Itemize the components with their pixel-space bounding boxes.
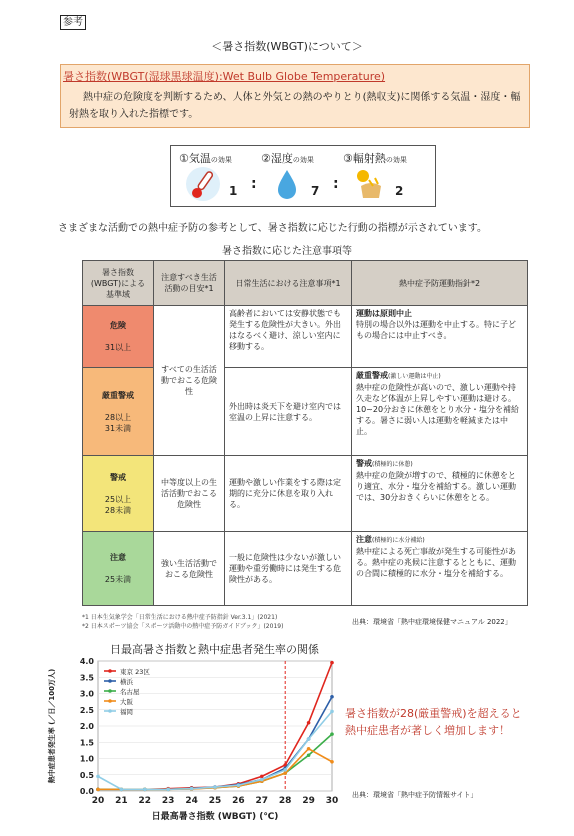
daily-caution: 一般に危険性は少ないが激しい運動や重労働時には発生する危険性がある。 xyxy=(225,532,352,606)
y-tick-label: 0.5 xyxy=(79,770,94,780)
data-point xyxy=(96,775,100,779)
chart-callout: 暑さ指数が28(厳重警戒)を超えると熱中症患者が著しく増加します！ xyxy=(345,707,522,737)
legend-marker xyxy=(108,669,112,673)
x-tick-label: 29 xyxy=(302,796,315,806)
data-point xyxy=(330,695,334,699)
thermometer-icon xyxy=(185,166,221,202)
y-tick-label: 1.5 xyxy=(79,738,94,748)
x-tick-label: 24 xyxy=(185,796,198,806)
data-point xyxy=(283,768,287,772)
data-point xyxy=(283,771,287,775)
y-axis-label: 熱中症患者発生率 (／日／100万人) xyxy=(48,668,56,784)
data-point xyxy=(307,753,311,757)
data-point xyxy=(330,732,334,736)
y-tick-label: 4.0 xyxy=(79,657,94,666)
footnote-2: *2 日本スポーツ協会「スポーツ活動中の熱中症予防ガイドブック」(2019) xyxy=(82,623,284,630)
exercise-danger: 運動は原則中止 特別の場合以外は運動を中止する。特に子どもの場合には中止すべき。 xyxy=(352,306,528,368)
table-row xyxy=(83,456,528,532)
x-tick-label: 23 xyxy=(161,796,175,806)
legend-marker xyxy=(108,709,112,713)
data-point xyxy=(120,788,124,792)
header-exercise: 熱中症予防運動指針*2 xyxy=(352,261,528,306)
ratio-label-radiation: ③輻射熱の効果 xyxy=(343,152,407,165)
y-tick-label: 3.5 xyxy=(79,673,94,683)
ratio-separator: : xyxy=(333,176,339,192)
ratio-label-humidity: ②湿度の効果 xyxy=(261,152,314,165)
data-point xyxy=(166,788,170,792)
data-point xyxy=(213,785,217,789)
legend-marker xyxy=(108,679,112,683)
data-point xyxy=(260,778,264,782)
data-point xyxy=(260,775,264,779)
activity-all: すべての生活活動でおこる危険性 xyxy=(154,306,225,456)
activity-strong: 強い生活活動でおこる危険性 xyxy=(154,532,225,606)
header-activity: 注意すべき生活活動の目安*1 xyxy=(154,261,225,306)
x-tick-label: 27 xyxy=(255,796,269,806)
data-point xyxy=(143,788,147,792)
level-warning: 警戒 25以上 28未満 xyxy=(83,456,154,532)
legend-marker xyxy=(108,689,112,693)
x-tick-label: 22 xyxy=(138,796,152,806)
data-point xyxy=(190,787,194,791)
ratio-value-humidity: 7 xyxy=(311,184,320,198)
data-point xyxy=(307,721,311,725)
header-daily: 日常生活における注意事項*1 xyxy=(225,261,352,306)
data-point xyxy=(237,783,241,787)
legend-label: 横浜 xyxy=(120,678,133,686)
x-tick-label: 25 xyxy=(208,796,222,806)
data-point xyxy=(330,661,334,665)
x-tick-label: 20 xyxy=(91,796,105,806)
wbgt-heading: 暑さ指数(WBGT(湿球黒球温度):Wet Bulb Globe Temperature) xyxy=(63,70,386,83)
header-level: 暑さ指数(WBGT)による基準域 xyxy=(83,261,154,306)
x-tick-label: 21 xyxy=(115,796,128,806)
exercise-caution: 注意(積極的に水分補給) 熱中症による死亡事故が発生する可能性がある。熱中症の兆候に注意するとともに、運動の合間に積極的に水分・塩分を補給する。 xyxy=(352,532,528,606)
x-tick-label: 30 xyxy=(325,796,339,806)
wbgt-ratio-box xyxy=(170,145,436,207)
table-header-row xyxy=(83,261,528,306)
footnote-1: *1 日本生気象学会「日常生活における熱中症予防指針 Ver.3.1」(2021) xyxy=(82,614,278,621)
x-tick-label: 28 xyxy=(278,796,292,806)
table-row xyxy=(83,368,528,456)
ratio-label-temperature: ①気温の効果 xyxy=(179,152,232,165)
ratio-separator: : xyxy=(251,176,257,192)
legend-marker xyxy=(108,699,112,703)
y-tick-label: 0.0 xyxy=(79,787,94,796)
y-tick-label: 1.0 xyxy=(79,754,94,764)
x-tick-label: 26 xyxy=(232,796,245,806)
legend-label: 名古屋 xyxy=(120,688,140,696)
wbgt-description: 熱中症の危険度を判断するため、人体と外気との熱のやりとり(熱収支)に関係する気温・湿度・輻射熱を取り入れた指標です。 xyxy=(69,92,521,120)
sun-radiation-icon xyxy=(353,166,389,202)
data-point xyxy=(330,710,334,714)
ratio-value-radiation: 2 xyxy=(395,184,404,198)
intro-text: さまざまな活動での熱中症予防の参考として、暑さ指数に応じた行動の指標が示されています。 xyxy=(58,223,487,234)
y-tick-label: 2.0 xyxy=(79,722,94,731)
table-row xyxy=(83,532,528,606)
table-footnotes xyxy=(82,613,283,631)
table-title: 暑さ指数に応じた注意事項等 xyxy=(222,246,352,257)
reference-tag: 参考 xyxy=(60,15,86,30)
exercise-severe-warning: 厳重警戒(激しい運動は中止) 熱中症の危険性が高いので、激しい運動や持久走など体温が上昇しやすい運動は避ける。10~20分おきに休憩をとり水分・塩分を補給する。暑さに弱い人は運動を軽減または中止。 xyxy=(352,368,528,456)
document-title: ＜暑さ指数(WBGT)について＞ xyxy=(211,40,363,53)
daily-warning: 運動や激しい作業をする際は定期的に充分に休息を取り入れる。 xyxy=(225,456,352,532)
water-drop-icon xyxy=(275,168,299,200)
data-point xyxy=(307,737,311,741)
level-danger: 危険 31以上 xyxy=(83,306,154,368)
level-caution: 注意 25未満 xyxy=(83,532,154,606)
activity-moderate: 中等度以上の生活活動でおこる危険性 xyxy=(154,456,225,532)
table-source: 出典：環境省「熱中症環境保健マニュアル 2022」 xyxy=(352,618,512,626)
exercise-warning: 警戒(積極的に休憩) 熱中症の危険が増すので、積極的に休憩をとり適宜、水分・塩分を補給する。激しい運動では、30分おきくらいに休憩をとる。 xyxy=(352,456,528,532)
data-point xyxy=(307,747,311,751)
chart-title: 日最高暑さ指数と熱中症患者発生率の関係 xyxy=(110,643,319,656)
legend-label: 東京 23区 xyxy=(120,668,150,676)
wbgt-guideline-table xyxy=(82,260,528,606)
x-axis-label: 日最高暑さ指数 (WBGT) (℃) xyxy=(151,812,279,822)
daily-severe-warning: 外出時は炎天下を避け室内では室温の上昇に注意する。 xyxy=(225,368,352,456)
legend-label: 福岡 xyxy=(120,708,133,716)
ratio-value-temperature: 1 xyxy=(229,184,238,198)
data-point xyxy=(330,760,334,764)
chart-source: 出典：環境省「熱中症予防情報サイト」 xyxy=(352,791,478,799)
y-tick-label: 2.5 xyxy=(79,705,94,715)
daily-danger: 高齢者においては安静状態でも発生する危険性が大きい。外出はなるべく避け、涼しい室内に移動する。 xyxy=(225,306,352,368)
line-chart xyxy=(40,655,340,833)
wbgt-definition-box xyxy=(60,64,530,128)
data-point xyxy=(96,788,100,792)
level-severe-warning: 厳重警戒 28以上 31未満 xyxy=(83,368,154,456)
legend-label: 大阪 xyxy=(120,698,133,706)
y-tick-label: 3.0 xyxy=(79,689,94,699)
table-row xyxy=(83,306,528,368)
